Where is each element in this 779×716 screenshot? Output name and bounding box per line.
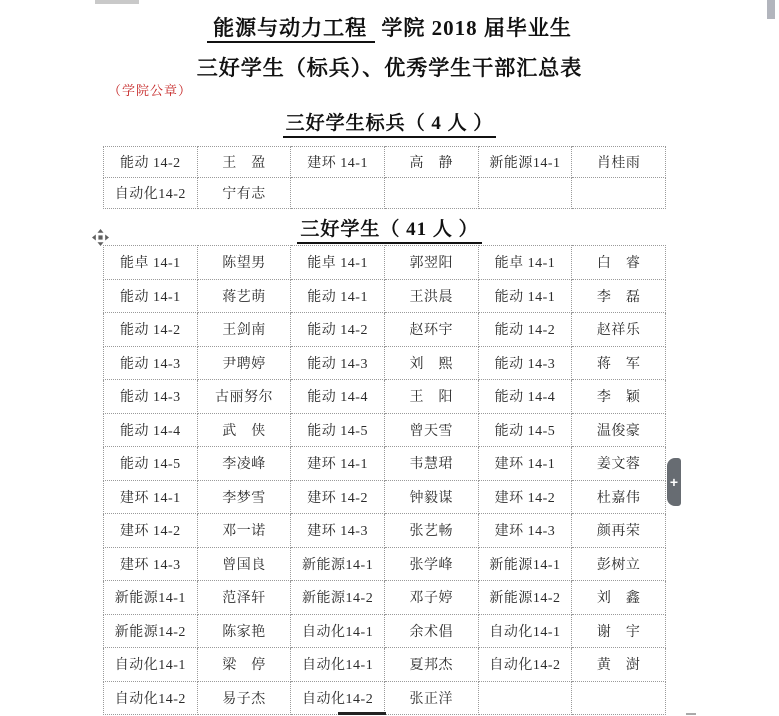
table-cell[interactable]: 能动 14-5 [104, 447, 198, 481]
table-cell[interactable]: 新能源14-1 [478, 147, 572, 178]
table-cell[interactable]: 陈家艳 [197, 614, 291, 648]
table-cell[interactable]: 建环 14-1 [478, 447, 572, 481]
table-cell[interactable]: 曾天雪 [384, 413, 478, 447]
table-cell[interactable]: 新能源14-1 [478, 547, 572, 581]
three-good-students-table [103, 245, 666, 715]
table-cell[interactable]: 自动化14-2 [478, 648, 572, 682]
table-row [104, 413, 666, 447]
table-cell[interactable]: 范泽轩 [197, 581, 291, 615]
table-cell[interactable]: 自动化14-2 [291, 681, 385, 715]
table-cell[interactable]: 建环 14-2 [291, 480, 385, 514]
table-row [104, 480, 666, 514]
side-add-button[interactable]: + [667, 458, 681, 506]
table-cell[interactable]: 尹聘婷 [197, 346, 291, 380]
table-row [104, 614, 666, 648]
table-row [104, 246, 666, 280]
table-cell[interactable]: 自动化14-1 [104, 648, 198, 682]
table-cell-empty[interactable] [478, 178, 572, 209]
table-cell[interactable]: 王洪晨 [384, 279, 478, 313]
table-row [104, 447, 666, 481]
table-cell[interactable]: 肖桂雨 [572, 147, 666, 178]
table-cell[interactable]: 能卓 14-1 [478, 246, 572, 280]
table-cell[interactable]: 能动 14-4 [104, 413, 198, 447]
college-name-underlined: 能源与动力工程 [207, 16, 375, 43]
table-row [104, 514, 666, 548]
table-cell[interactable]: 能动 14-5 [291, 413, 385, 447]
table-cell[interactable]: 易子杰 [197, 681, 291, 715]
table-cell[interactable]: 能动 14-3 [291, 346, 385, 380]
table-row [104, 648, 666, 682]
bottom-right-mark [686, 713, 696, 715]
table-cell[interactable]: 能动 14-1 [478, 279, 572, 313]
table-cell[interactable]: 自动化14-1 [291, 614, 385, 648]
table-row [104, 547, 666, 581]
table-cell[interactable]: 自动化14-1 [291, 648, 385, 682]
table-cell-empty[interactable] [291, 178, 385, 209]
table-cell[interactable]: 黄 澍 [572, 648, 666, 682]
table-cell[interactable]: 新能源14-2 [291, 581, 385, 615]
table-cell[interactable]: 蒋艺萌 [197, 279, 291, 313]
table-cell[interactable]: 建环 14-3 [104, 547, 198, 581]
table-cell[interactable]: 古丽努尔 [197, 380, 291, 414]
table-cell[interactable]: 新能源14-2 [104, 614, 198, 648]
table-row [104, 346, 666, 380]
table-cell[interactable]: 姜文蓉 [572, 447, 666, 481]
table-cell[interactable]: 自动化14-2 [104, 178, 198, 209]
section-heading-model-students: 三好学生标兵（ 4 人 ） [0, 108, 779, 135]
table-cell[interactable]: 建环 14-2 [104, 514, 198, 548]
model-students-table [103, 146, 666, 209]
section-heading-three-good-students: 三好学生（ 41 人 ） [0, 214, 779, 241]
table-cell[interactable]: 颜再荣 [572, 514, 666, 548]
table-cell[interactable]: 武 侠 [197, 413, 291, 447]
table-cell[interactable]: 能动 14-3 [104, 380, 198, 414]
table-cell[interactable]: 王剑南 [197, 313, 291, 347]
table-cell-empty[interactable] [384, 178, 478, 209]
table-cell[interactable]: 新能源14-2 [478, 581, 572, 615]
table-cell[interactable]: 余术倡 [384, 614, 478, 648]
table-cell[interactable]: 张艺畅 [384, 514, 478, 548]
page-top-left-mark [95, 0, 139, 4]
document-title-line2: 三好学生（标兵）、优秀学生干部汇总表 [196, 56, 583, 80]
table-cell[interactable]: 能动 14-2 [104, 147, 198, 178]
table-cell[interactable]: 建环 14-1 [291, 147, 385, 178]
table-cell[interactable]: 宁有志 [197, 178, 291, 209]
table-cell-empty[interactable] [572, 681, 666, 715]
table-cell-empty[interactable] [478, 681, 572, 715]
table-cell[interactable]: 赵祥乐 [572, 313, 666, 347]
table-cell[interactable]: 新能源14-1 [104, 581, 198, 615]
table-row [104, 681, 666, 715]
document-title-line1 [0, 12, 779, 42]
table-cell[interactable]: 温俊豪 [572, 413, 666, 447]
table-cell[interactable]: 白 睿 [572, 246, 666, 280]
table-cell[interactable]: 钟毅谋 [384, 480, 478, 514]
table-cell[interactable]: 能动 14-3 [104, 346, 198, 380]
table-cell[interactable]: 张学峰 [384, 547, 478, 581]
table-cell[interactable]: 能动 14-2 [478, 313, 572, 347]
table-cell[interactable]: 赵环宇 [384, 313, 478, 347]
table-cell[interactable]: 自动化14-1 [478, 614, 572, 648]
table-cell[interactable]: 能卓 14-1 [104, 246, 198, 280]
college-seal-note: （学院公章） [108, 83, 193, 98]
table-row [104, 279, 666, 313]
table-cell-empty[interactable] [572, 178, 666, 209]
table-cell[interactable]: 能动 14-2 [291, 313, 385, 347]
table-cell[interactable]: 夏邦杰 [384, 648, 478, 682]
table-cell[interactable]: 彭树立 [572, 547, 666, 581]
table-cell[interactable]: 王 阳 [384, 380, 478, 414]
table-cell[interactable]: 梁 停 [197, 648, 291, 682]
table-cell[interactable]: 建环 14-1 [291, 447, 385, 481]
table-cell[interactable]: 李梦雪 [197, 480, 291, 514]
table-row [104, 380, 666, 414]
table-cell[interactable]: 能动 14-1 [291, 279, 385, 313]
table-cell[interactable]: 蒋 军 [572, 346, 666, 380]
table-cell[interactable]: 能动 14-1 [104, 279, 198, 313]
table-cell[interactable]: 建环 14-3 [478, 514, 572, 548]
table-cell[interactable]: 能动 14-4 [478, 380, 572, 414]
table-cell[interactable]: 张正洋 [384, 681, 478, 715]
table-cell[interactable]: 谢 宇 [572, 614, 666, 648]
table-cell[interactable]: 韦慧珺 [384, 447, 478, 481]
table-cell[interactable]: 建环 14-1 [104, 480, 198, 514]
table-cell[interactable]: 王 盈 [197, 147, 291, 178]
table-cell[interactable]: 李 磊 [572, 279, 666, 313]
table-row [104, 147, 666, 178]
table-cell[interactable]: 曾国良 [197, 547, 291, 581]
table-cell[interactable]: 能动 14-5 [478, 413, 572, 447]
title-line1-rest: 学院 2018 届毕业生 [381, 16, 572, 40]
table-cell[interactable]: 刘 熙 [384, 346, 478, 380]
table-cell[interactable]: 邓一诺 [197, 514, 291, 548]
table-cell[interactable]: 建环 14-3 [291, 514, 385, 548]
table-cell[interactable]: 自动化14-2 [104, 681, 198, 715]
table-row [104, 178, 666, 209]
table-cell[interactable]: 建环 14-2 [478, 480, 572, 514]
table-cell[interactable]: 能卓 14-1 [291, 246, 385, 280]
bottom-edge-mark [338, 712, 386, 715]
table-cell[interactable]: 杜嘉伟 [572, 480, 666, 514]
table-cell[interactable]: 郭翌阳 [384, 246, 478, 280]
table-cell[interactable]: 刘 鑫 [572, 581, 666, 615]
table-row [104, 313, 666, 347]
table-row [104, 581, 666, 615]
table-cell[interactable]: 高 静 [384, 147, 478, 178]
table-cell[interactable]: 李凌峰 [197, 447, 291, 481]
table-cell[interactable]: 能动 14-4 [291, 380, 385, 414]
table-cell[interactable]: 能动 14-3 [478, 346, 572, 380]
table-cell[interactable]: 李 颖 [572, 380, 666, 414]
table-cell[interactable]: 新能源14-1 [291, 547, 385, 581]
table-cell[interactable]: 能动 14-2 [104, 313, 198, 347]
table-cell[interactable]: 陈望男 [197, 246, 291, 280]
table-cell[interactable]: 邓子婷 [384, 581, 478, 615]
